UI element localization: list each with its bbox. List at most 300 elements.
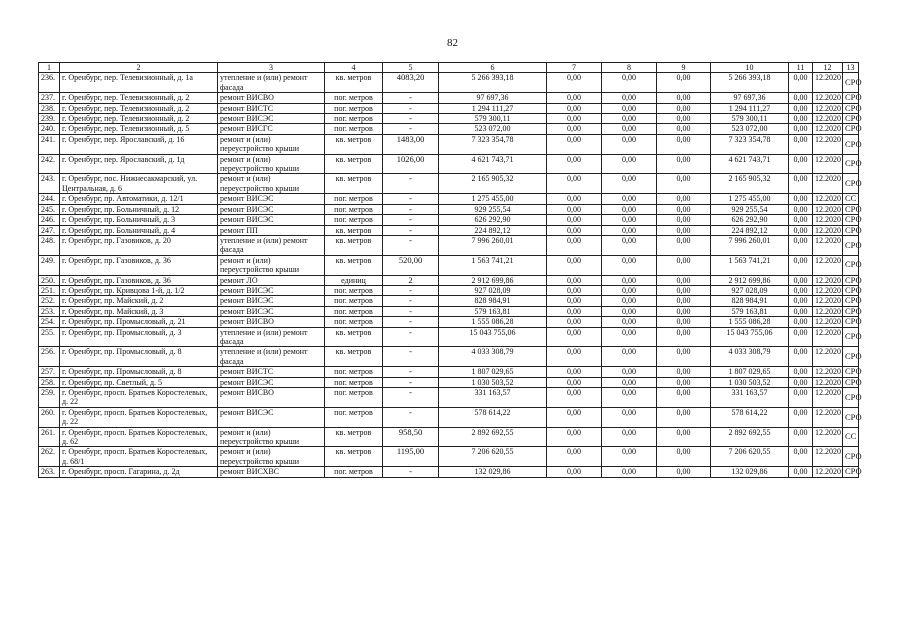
unit-cell: кв. метров bbox=[325, 255, 383, 275]
unit-cell: пог. метров bbox=[325, 306, 383, 316]
completion-date-cell: 12.2020 bbox=[813, 306, 843, 316]
work-type-cell: ремонт ВИСЭС bbox=[218, 377, 325, 387]
total-cost-cell: 1 030 503,52 bbox=[439, 377, 547, 387]
table-row bbox=[39, 134, 859, 154]
completion-date-cell: 12.2020 bbox=[813, 73, 843, 93]
cost-cell: 0,00 bbox=[657, 306, 711, 316]
table-row bbox=[39, 174, 859, 194]
cost-cell: 0,00 bbox=[789, 225, 813, 235]
address-cell: г. Оренбург, пер. Телевизионный, д. 2 bbox=[60, 103, 218, 113]
regional-fund-cell: 331 163,57 bbox=[711, 388, 789, 408]
fund-type-cell: СРО bbox=[843, 73, 859, 93]
cost-cell: 0,00 bbox=[789, 103, 813, 113]
completion-date-cell: 12.2020 bbox=[813, 124, 843, 134]
total-cost-cell: 1 294 111,27 bbox=[439, 103, 547, 113]
unit-cell: пог. метров bbox=[325, 285, 383, 295]
cost-cell: 0,00 bbox=[547, 114, 602, 124]
column-number: 10 bbox=[711, 63, 789, 73]
regional-fund-cell: 97 697,36 bbox=[711, 93, 789, 103]
quantity-cell: 1026,00 bbox=[383, 154, 439, 174]
regional-fund-cell: 1 555 086,28 bbox=[711, 317, 789, 327]
cost-cell: 0,00 bbox=[547, 377, 602, 387]
cost-cell: 0,00 bbox=[547, 134, 602, 154]
row-number: 252. bbox=[39, 296, 60, 306]
cost-cell: 0,00 bbox=[547, 285, 602, 295]
cost-cell: 0,00 bbox=[789, 447, 813, 467]
completion-date-cell: 12.2020 bbox=[813, 103, 843, 113]
cost-cell: 0,00 bbox=[547, 275, 602, 285]
unit-cell: пог. метров bbox=[325, 204, 383, 214]
cost-cell: 0,00 bbox=[789, 285, 813, 295]
cost-cell: 0,00 bbox=[657, 134, 711, 154]
unit-cell: пог. метров bbox=[325, 317, 383, 327]
work-type-cell: ремонт ВИСЭС bbox=[218, 194, 325, 204]
completion-date-cell: 12.2020 bbox=[813, 427, 843, 447]
total-cost-cell: 15 043 755,06 bbox=[439, 327, 547, 347]
completion-date-cell: 12.2020 bbox=[813, 114, 843, 124]
cost-cell: 0,00 bbox=[789, 73, 813, 93]
table-row bbox=[39, 285, 859, 295]
completion-date-cell: 12.2020 bbox=[813, 134, 843, 154]
table-row bbox=[39, 407, 859, 427]
regional-fund-cell: 1 563 741,21 bbox=[711, 255, 789, 275]
cost-cell: 0,00 bbox=[789, 388, 813, 408]
cost-cell: 0,00 bbox=[547, 306, 602, 316]
cost-cell: 0,00 bbox=[789, 194, 813, 204]
cost-cell: 0,00 bbox=[789, 407, 813, 427]
fund-type-cell: СРО bbox=[843, 327, 859, 347]
cost-cell: 0,00 bbox=[602, 367, 657, 377]
table-row bbox=[39, 154, 859, 174]
fund-type-cell: СРО bbox=[843, 154, 859, 174]
regional-fund-cell: 4 033 308,79 bbox=[711, 347, 789, 367]
cost-cell: 0,00 bbox=[602, 427, 657, 447]
row-number: 261. bbox=[39, 427, 60, 447]
cost-cell: 0,00 bbox=[547, 215, 602, 225]
work-type-cell: ремонт ВИСЭС bbox=[218, 296, 325, 306]
total-cost-cell: 132 029,86 bbox=[439, 467, 547, 477]
row-number: 246. bbox=[39, 215, 60, 225]
unit-cell: пог. метров bbox=[325, 407, 383, 427]
table-row bbox=[39, 275, 859, 285]
work-type-cell: ремонт ПП bbox=[218, 225, 325, 235]
completion-date-cell: 12.2020 bbox=[813, 377, 843, 387]
work-type-cell: ремонт ВИСЭС bbox=[218, 285, 325, 295]
total-cost-cell: 331 163,57 bbox=[439, 388, 547, 408]
unit-cell: пог. метров bbox=[325, 194, 383, 204]
completion-date-cell: 12.2020 bbox=[813, 367, 843, 377]
total-cost-cell: 1 563 741,21 bbox=[439, 255, 547, 275]
cost-cell: 0,00 bbox=[547, 388, 602, 408]
regional-fund-cell: 7 996 260,01 bbox=[711, 235, 789, 255]
cost-cell: 0,00 bbox=[547, 427, 602, 447]
cost-cell: 0,00 bbox=[657, 154, 711, 174]
quantity-cell: - bbox=[383, 103, 439, 113]
completion-date-cell: 12.2020 bbox=[813, 215, 843, 225]
cost-cell: 0,00 bbox=[657, 407, 711, 427]
fund-type-cell: СРО bbox=[843, 225, 859, 235]
address-cell: г. Оренбург, пр. Промысловый, д. 8 bbox=[60, 347, 218, 367]
row-number: 258. bbox=[39, 377, 60, 387]
table-row bbox=[39, 347, 859, 367]
cost-cell: 0,00 bbox=[657, 285, 711, 295]
regional-fund-cell: 1 294 111,27 bbox=[711, 103, 789, 113]
fund-type-cell: СРО bbox=[843, 377, 859, 387]
quantity-cell: - bbox=[383, 327, 439, 347]
row-number: 255. bbox=[39, 327, 60, 347]
quantity-cell: 4083,20 bbox=[383, 73, 439, 93]
cost-cell: 0,00 bbox=[602, 73, 657, 93]
unit-cell: кв. метров bbox=[325, 134, 383, 154]
fund-type-cell: СРО bbox=[843, 215, 859, 225]
cost-cell: 0,00 bbox=[547, 447, 602, 467]
row-number: 241. bbox=[39, 134, 60, 154]
cost-cell: 0,00 bbox=[602, 154, 657, 174]
column-number: 11 bbox=[789, 63, 813, 73]
unit-cell: пог. метров bbox=[325, 215, 383, 225]
total-cost-cell: 2 165 905,32 bbox=[439, 174, 547, 194]
cost-cell: 0,00 bbox=[657, 204, 711, 214]
address-cell: г. Оренбург, пр. Кривцова 1-й, д. 1/2 bbox=[60, 285, 218, 295]
total-cost-cell: 4 621 743,71 bbox=[439, 154, 547, 174]
completion-date-cell: 12.2020 bbox=[813, 347, 843, 367]
total-cost-cell: 7 996 260,01 bbox=[439, 235, 547, 255]
cost-cell: 0,00 bbox=[602, 467, 657, 477]
work-type-cell: ремонт ЛО bbox=[218, 275, 325, 285]
regional-fund-cell: 1 030 503,52 bbox=[711, 377, 789, 387]
total-cost-cell: 7 323 354,78 bbox=[439, 134, 547, 154]
table-row bbox=[39, 296, 859, 306]
row-number: 236. bbox=[39, 73, 60, 93]
address-cell: г. Оренбург, пр. Автоматики, д. 12/1 bbox=[60, 194, 218, 204]
completion-date-cell: 12.2020 bbox=[813, 174, 843, 194]
cost-cell: 0,00 bbox=[602, 407, 657, 427]
cost-cell: 0,00 bbox=[789, 327, 813, 347]
cost-cell: 0,00 bbox=[789, 296, 813, 306]
fund-type-cell: СРО bbox=[843, 134, 859, 154]
total-cost-cell: 828 984,91 bbox=[439, 296, 547, 306]
table-row bbox=[39, 235, 859, 255]
quantity-cell: - bbox=[383, 407, 439, 427]
cost-cell: 0,00 bbox=[602, 306, 657, 316]
work-type-cell: ремонт ВИСВО bbox=[218, 93, 325, 103]
table-row bbox=[39, 114, 859, 124]
unit-cell: пог. метров bbox=[325, 296, 383, 306]
cost-cell: 0,00 bbox=[657, 317, 711, 327]
row-number: 238. bbox=[39, 103, 60, 113]
cost-cell: 0,00 bbox=[547, 194, 602, 204]
column-number: 9 bbox=[657, 63, 711, 73]
table-row bbox=[39, 103, 859, 113]
regional-fund-cell: 2 912 699,86 bbox=[711, 275, 789, 285]
unit-cell: пог. метров bbox=[325, 114, 383, 124]
address-cell: г. Оренбург, просп. Братьев Коростелевых, д. 22 bbox=[60, 407, 218, 427]
row-number: 243. bbox=[39, 174, 60, 194]
regional-fund-cell: 1 275 455,00 bbox=[711, 194, 789, 204]
address-cell: г. Оренбург, пр. Больничный, д. 3 bbox=[60, 215, 218, 225]
completion-date-cell: 12.2020 bbox=[813, 194, 843, 204]
regional-fund-cell: 15 043 755,06 bbox=[711, 327, 789, 347]
address-cell: г. Оренбург, пр. Промысловый, д. 8 bbox=[60, 367, 218, 377]
cost-cell: 0,00 bbox=[602, 124, 657, 134]
cost-cell: 0,00 bbox=[789, 306, 813, 316]
total-cost-cell: 927 028,09 bbox=[439, 285, 547, 295]
cost-cell: 0,00 bbox=[547, 367, 602, 377]
address-cell: г. Оренбург, пер. Телевизионный, д. 2 bbox=[60, 93, 218, 103]
cost-cell: 0,00 bbox=[547, 174, 602, 194]
table-row bbox=[39, 124, 859, 134]
cost-cell: 0,00 bbox=[789, 275, 813, 285]
quantity-cell: - bbox=[383, 296, 439, 306]
table-row bbox=[39, 327, 859, 347]
total-cost-cell: 2 892 692,55 bbox=[439, 427, 547, 447]
row-number: 245. bbox=[39, 204, 60, 214]
cost-cell: 0,00 bbox=[657, 327, 711, 347]
total-cost-cell: 578 614,22 bbox=[439, 407, 547, 427]
page-number: 82 bbox=[447, 37, 458, 49]
quantity-cell: - bbox=[383, 306, 439, 316]
quantity-cell: 2 bbox=[383, 275, 439, 285]
cost-cell: 0,00 bbox=[789, 427, 813, 447]
quantity-cell: - bbox=[383, 235, 439, 255]
address-cell: г. Оренбург, пр. Промысловый, д. 3 bbox=[60, 327, 218, 347]
cost-cell: 0,00 bbox=[602, 296, 657, 306]
column-number: 12 bbox=[813, 63, 843, 73]
row-number: 256. bbox=[39, 347, 60, 367]
cost-cell: 0,00 bbox=[602, 255, 657, 275]
quantity-cell: - bbox=[383, 215, 439, 225]
address-cell: г. Оренбург, пр. Газовиков, д. 36 bbox=[60, 275, 218, 285]
cost-cell: 0,00 bbox=[547, 225, 602, 235]
row-number: 250. bbox=[39, 275, 60, 285]
regional-fund-cell: 927 028,09 bbox=[711, 285, 789, 295]
completion-date-cell: 12.2020 bbox=[813, 388, 843, 408]
column-number-row bbox=[39, 63, 859, 73]
fund-type-cell: СРО bbox=[843, 124, 859, 134]
cost-cell: 0,00 bbox=[602, 275, 657, 285]
row-number: 262. bbox=[39, 447, 60, 467]
work-type-cell: ремонт ВИСХВС bbox=[218, 467, 325, 477]
table-row bbox=[39, 447, 859, 467]
cost-cell: 0,00 bbox=[657, 427, 711, 447]
unit-cell: кв. метров bbox=[325, 327, 383, 347]
total-cost-cell: 224 892,12 bbox=[439, 225, 547, 235]
fund-type-cell: СРО bbox=[843, 367, 859, 377]
regional-fund-cell: 828 984,91 bbox=[711, 296, 789, 306]
work-type-cell: утепление и (или) ремонт фасада bbox=[218, 235, 325, 255]
table-row bbox=[39, 204, 859, 214]
unit-cell: кв. метров bbox=[325, 73, 383, 93]
cost-cell: 0,00 bbox=[789, 347, 813, 367]
cost-cell: 0,00 bbox=[657, 215, 711, 225]
address-cell: г. Оренбург, пр. Больничный, д. 12 bbox=[60, 204, 218, 214]
fund-type-cell: СРО bbox=[843, 174, 859, 194]
address-cell: г. Оренбург, пр. Светлый, д. 5 bbox=[60, 377, 218, 387]
unit-cell: пог. метров bbox=[325, 467, 383, 477]
cost-cell: 0,00 bbox=[789, 174, 813, 194]
cost-cell: 0,00 bbox=[547, 235, 602, 255]
cost-cell: 0,00 bbox=[657, 255, 711, 275]
total-cost-cell: 579 300,11 bbox=[439, 114, 547, 124]
quantity-cell: - bbox=[383, 225, 439, 235]
address-cell: г. Оренбург, просп. Братьев Коростелевых, д. 22 bbox=[60, 388, 218, 408]
address-cell: г. Оренбург, пр. Майский, д. 3 bbox=[60, 306, 218, 316]
unit-cell: кв. метров bbox=[325, 225, 383, 235]
cost-cell: 0,00 bbox=[602, 204, 657, 214]
quantity-cell: 520,00 bbox=[383, 255, 439, 275]
repair-schedule-table bbox=[38, 62, 862, 478]
regional-fund-cell: 132 029,86 bbox=[711, 467, 789, 477]
work-type-cell: утепление и (или) ремонт фасада bbox=[218, 73, 325, 93]
cost-cell: 0,00 bbox=[657, 467, 711, 477]
cost-cell: 0,00 bbox=[547, 407, 602, 427]
column-number: 2 bbox=[60, 63, 218, 73]
table-row bbox=[39, 93, 859, 103]
total-cost-cell: 929 255,54 bbox=[439, 204, 547, 214]
unit-cell: пог. метров bbox=[325, 377, 383, 387]
cost-cell: 0,00 bbox=[602, 317, 657, 327]
total-cost-cell: 2 912 699,86 bbox=[439, 275, 547, 285]
cost-cell: 0,00 bbox=[547, 154, 602, 174]
total-cost-cell: 626 292,90 bbox=[439, 215, 547, 225]
table-row bbox=[39, 225, 859, 235]
work-type-cell: ремонт и (или) переустройство крыши bbox=[218, 447, 325, 467]
cost-cell: 0,00 bbox=[657, 388, 711, 408]
quantity-cell: - bbox=[383, 174, 439, 194]
address-cell: г. Оренбург, пр. Больничный, д. 4 bbox=[60, 225, 218, 235]
quantity-cell: - bbox=[383, 285, 439, 295]
address-cell: г. Оренбург, пр. Газовиков, д. 20 bbox=[60, 235, 218, 255]
cost-cell: 0,00 bbox=[789, 317, 813, 327]
row-number: 253. bbox=[39, 306, 60, 316]
cost-cell: 0,00 bbox=[602, 225, 657, 235]
quantity-cell: - bbox=[383, 467, 439, 477]
cost-cell: 0,00 bbox=[602, 377, 657, 387]
regional-fund-cell: 929 255,54 bbox=[711, 204, 789, 214]
unit-cell: пог. метров bbox=[325, 124, 383, 134]
fund-type-cell: СРО bbox=[843, 347, 859, 367]
address-cell: г. Оренбург, пер. Ярославский, д. 16 bbox=[60, 134, 218, 154]
table-row bbox=[39, 215, 859, 225]
fund-type-cell: СРО bbox=[843, 317, 859, 327]
cost-cell: 0,00 bbox=[602, 285, 657, 295]
completion-date-cell: 12.2020 bbox=[813, 467, 843, 477]
address-cell: г. Оренбург, просп. Братьев Коростелевых, д. 62 bbox=[60, 427, 218, 447]
table-row bbox=[39, 255, 859, 275]
total-cost-cell: 1 275 455,00 bbox=[439, 194, 547, 204]
completion-date-cell: 12.2020 bbox=[813, 204, 843, 214]
fund-type-cell: СРО bbox=[843, 204, 859, 214]
work-type-cell: ремонт ВИСГС bbox=[218, 124, 325, 134]
regional-fund-cell: 2 165 905,32 bbox=[711, 174, 789, 194]
cost-cell: 0,00 bbox=[547, 347, 602, 367]
completion-date-cell: 12.2020 bbox=[813, 407, 843, 427]
completion-date-cell: 12.2020 bbox=[813, 235, 843, 255]
row-number: 257. bbox=[39, 367, 60, 377]
total-cost-cell: 523 072,00 bbox=[439, 124, 547, 134]
fund-type-cell: СРО bbox=[843, 388, 859, 408]
table-row bbox=[39, 73, 859, 93]
cost-cell: 0,00 bbox=[602, 93, 657, 103]
quantity-cell: 958,50 bbox=[383, 427, 439, 447]
cost-cell: 0,00 bbox=[602, 215, 657, 225]
cost-cell: 0,00 bbox=[789, 215, 813, 225]
regional-fund-cell: 2 892 692,55 bbox=[711, 427, 789, 447]
work-type-cell: ремонт и (или) переустройство крыши bbox=[218, 154, 325, 174]
completion-date-cell: 12.2020 bbox=[813, 93, 843, 103]
completion-date-cell: 12.2020 bbox=[813, 296, 843, 306]
quantity-cell: - bbox=[383, 124, 439, 134]
quantity-cell: 1195,00 bbox=[383, 447, 439, 467]
cost-cell: 0,00 bbox=[602, 174, 657, 194]
work-type-cell: ремонт ВИСТС bbox=[218, 367, 325, 377]
completion-date-cell: 12.2020 bbox=[813, 317, 843, 327]
row-number: 237. bbox=[39, 93, 60, 103]
total-cost-cell: 5 266 393,18 bbox=[439, 73, 547, 93]
cost-cell: 0,00 bbox=[657, 194, 711, 204]
quantity-cell: - bbox=[383, 194, 439, 204]
cost-cell: 0,00 bbox=[657, 275, 711, 285]
cost-cell: 0,00 bbox=[657, 114, 711, 124]
table-row bbox=[39, 467, 859, 477]
cost-cell: 0,00 bbox=[547, 296, 602, 306]
quantity-cell: - bbox=[383, 204, 439, 214]
cost-cell: 0,00 bbox=[789, 255, 813, 275]
cost-cell: 0,00 bbox=[657, 235, 711, 255]
work-type-cell: ремонт ВИСЭС bbox=[218, 306, 325, 316]
address-cell: г. Оренбург, пос. Нижнесакмарский, ул. Центральная, д. 6 bbox=[60, 174, 218, 194]
cost-cell: 0,00 bbox=[602, 388, 657, 408]
table-row bbox=[39, 388, 859, 408]
regional-fund-cell: 579 163,81 bbox=[711, 306, 789, 316]
row-number: 263. bbox=[39, 467, 60, 477]
total-cost-cell: 97 697,36 bbox=[439, 93, 547, 103]
cost-cell: 0,00 bbox=[657, 296, 711, 306]
unit-cell: кв. метров bbox=[325, 447, 383, 467]
column-number: 6 bbox=[439, 63, 547, 73]
cost-cell: 0,00 bbox=[657, 367, 711, 377]
column-number: 1 bbox=[39, 63, 60, 73]
quantity-cell: - bbox=[383, 347, 439, 367]
total-cost-cell: 7 206 620,55 bbox=[439, 447, 547, 467]
cost-cell: 0,00 bbox=[602, 235, 657, 255]
regional-fund-cell: 4 621 743,71 bbox=[711, 154, 789, 174]
work-type-cell: ремонт и (или) переустройство крыши bbox=[218, 255, 325, 275]
work-type-cell: ремонт ВИСВО bbox=[218, 388, 325, 408]
unit-cell: единиц bbox=[325, 275, 383, 285]
unit-cell: пог. метров bbox=[325, 93, 383, 103]
column-number: 13 bbox=[843, 63, 859, 73]
fund-type-cell: СРО bbox=[843, 447, 859, 467]
regional-fund-cell: 579 300,11 bbox=[711, 114, 789, 124]
column-number: 8 bbox=[602, 63, 657, 73]
fund-type-cell: СРО bbox=[843, 235, 859, 255]
completion-date-cell: 12.2020 bbox=[813, 285, 843, 295]
work-type-cell: ремонт ВИСЭС bbox=[218, 114, 325, 124]
table-row bbox=[39, 367, 859, 377]
fund-type-cell: СРО bbox=[843, 306, 859, 316]
cost-cell: 0,00 bbox=[547, 255, 602, 275]
completion-date-cell: 12.2020 bbox=[813, 255, 843, 275]
address-cell: г. Оренбург, просп. Гагарина, д. 2д bbox=[60, 467, 218, 477]
work-type-cell: ремонт ВИСЭС bbox=[218, 204, 325, 214]
quantity-cell: 1483,00 bbox=[383, 134, 439, 154]
fund-type-cell: СС bbox=[843, 427, 859, 447]
unit-cell: пог. метров bbox=[325, 388, 383, 408]
quantity-cell: - bbox=[383, 367, 439, 377]
cost-cell: 0,00 bbox=[602, 194, 657, 204]
completion-date-cell: 12.2020 bbox=[813, 327, 843, 347]
